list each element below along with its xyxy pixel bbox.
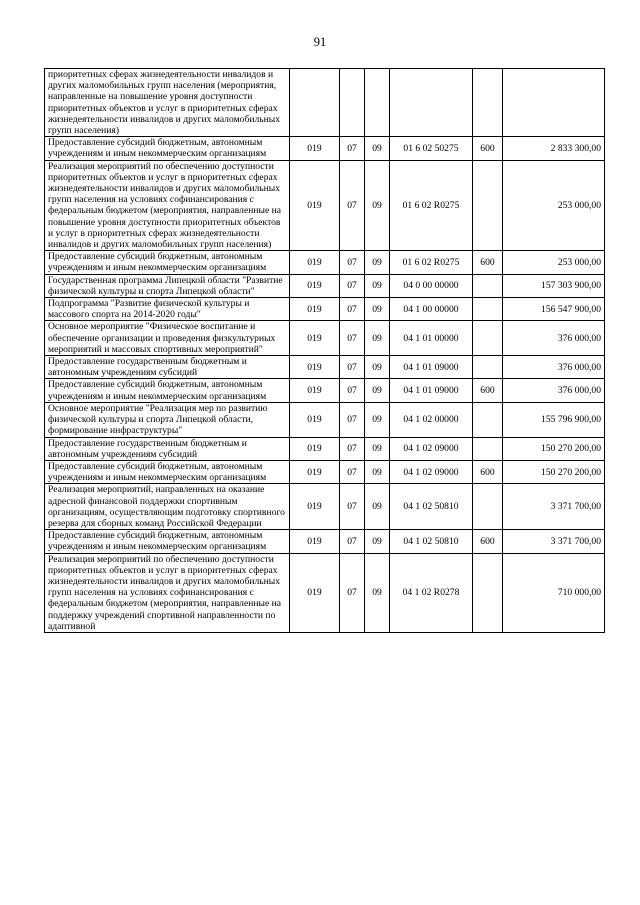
amount-cell: 155 796 900,00	[503, 402, 605, 437]
table-row	[45, 402, 605, 437]
amount-cell: 253 000,00	[503, 160, 605, 251]
subsection-code-cell: 09	[365, 530, 390, 553]
expense-type-cell	[473, 437, 503, 460]
ministry-code-cell: 019	[290, 553, 340, 632]
section-code-cell: 07	[340, 160, 365, 251]
amount-cell: 710 000,00	[503, 553, 605, 632]
ministry-code-cell: 019	[290, 274, 340, 297]
subsection-code-cell: 09	[365, 274, 390, 297]
row-name-cell: Предоставление субсидий бюджетным, автономным учреждениям и иным некоммерческим организациям	[45, 379, 290, 402]
target-article-cell: 01 6 02 R0275	[390, 160, 473, 251]
section-code-cell: 07	[340, 553, 365, 632]
section-code-cell: 07	[340, 251, 365, 274]
ministry-code-cell: 019	[290, 321, 340, 356]
expense-type-cell	[473, 298, 503, 321]
expense-type-cell: 600	[473, 379, 503, 402]
target-article-cell: 04 1 02 R0278	[390, 553, 473, 632]
row-name-cell: Реализация мероприятий, направленных на оказание адресной финансовой поддержки спортивным организациям, осуществляющим подготовку спортивного резерва для сборных команд Российской Федерации	[45, 484, 290, 530]
row-name-cell: Реализация мероприятий по обеспечению доступности приоритетных объектов и услуг в приоритетных сферах жизнедеятельности инвалидов и других маломобильных групп населения на условиях софинансирования с федеральным бюджетом (мероприятия, направленные на поддержку учреждений спортивной направленности по адаптивной	[45, 553, 290, 632]
expense-type-cell: 600	[473, 251, 503, 274]
ministry-code-cell: 019	[290, 402, 340, 437]
table-row	[45, 160, 605, 251]
row-name-cell: Предоставление субсидий бюджетным, автономным учреждениям и иным некоммерческим организациям	[45, 251, 290, 274]
row-name-cell: Предоставление субсидий бюджетным, автономным учреждениям и иным некоммерческим организациям	[45, 137, 290, 160]
section-code-cell: 07	[340, 530, 365, 553]
row-name-cell: Основное мероприятие "Реализация мер по развитию физической культуры и спорта Липецкой области, формирование инфраструктуры"	[45, 402, 290, 437]
section-code-cell: 07	[340, 274, 365, 297]
target-article-cell: 04 1 02 50810	[390, 530, 473, 553]
subsection-code-cell: 09	[365, 251, 390, 274]
section-code-cell: 07	[340, 402, 365, 437]
table-row	[45, 553, 605, 632]
amount-cell: 376 000,00	[503, 379, 605, 402]
expense-type-cell	[473, 69, 503, 137]
table-row	[45, 251, 605, 274]
page-number: 91	[313, 35, 327, 49]
ministry-code-cell: 019	[290, 298, 340, 321]
row-name-cell: Предоставление субсидий бюджетным, автономным учреждениям и иным некоммерческим организациям	[45, 530, 290, 553]
table-row	[45, 460, 605, 483]
amount-cell: 253 000,00	[503, 251, 605, 274]
subsection-code-cell: 09	[365, 137, 390, 160]
amount-cell: 157 303 900,00	[503, 274, 605, 297]
expense-type-cell	[473, 321, 503, 356]
expense-type-cell	[473, 160, 503, 251]
subsection-code-cell: 09	[365, 402, 390, 437]
table-row	[45, 69, 605, 137]
table-body	[45, 69, 605, 633]
section-code-cell: 07	[340, 137, 365, 160]
target-article-cell: 04 1 02 09000	[390, 460, 473, 483]
table-row	[45, 379, 605, 402]
section-code-cell: 07	[340, 379, 365, 402]
amount-cell: 3 371 700,00	[503, 530, 605, 553]
section-code-cell: 07	[340, 298, 365, 321]
row-name-cell: Подпрограмма "Развитие физической культуры и массового спорта на 2014-2020 годы"	[45, 298, 290, 321]
ministry-code-cell: 019	[290, 460, 340, 483]
target-article-cell: 04 1 02 09000	[390, 437, 473, 460]
expense-type-cell	[473, 402, 503, 437]
row-name-cell: Реализация мероприятий по обеспечению доступности приоритетных объектов и услуг в приоритетных сферах жизнедеятельности инвалидов и других маломобильных групп населения на условиях софинансирования с федеральным бюджетом (мероприятия, направленные на повышение уровня доступности приоритетных объектов и услуг в приоритетных сферах жизнедеятельности инвалидов и других маломобильных групп населения)	[45, 160, 290, 251]
section-code-cell: 07	[340, 437, 365, 460]
target-article-cell: 01 6 02 R0275	[390, 251, 473, 274]
expense-type-cell: 600	[473, 137, 503, 160]
table-row	[45, 437, 605, 460]
subsection-code-cell: 09	[365, 484, 390, 530]
ministry-code-cell	[290, 69, 340, 137]
row-name-cell: Предоставление государственным бюджетным и автономным учреждениям субсидий	[45, 356, 290, 379]
subsection-code-cell: 09	[365, 321, 390, 356]
subsection-code-cell: 09	[365, 379, 390, 402]
table-row	[45, 274, 605, 297]
section-code-cell: 07	[340, 356, 365, 379]
target-article-cell: 04 1 01 09000	[390, 356, 473, 379]
target-article-cell: 04 1 01 09000	[390, 379, 473, 402]
row-name-cell: Основное мероприятие "Физическое воспитание и обеспечение организации и проведения физкультурных мероприятий и массовых спортивных мероприятий"	[45, 321, 290, 356]
expense-type-cell	[473, 484, 503, 530]
section-code-cell: 07	[340, 484, 365, 530]
subsection-code-cell: 09	[365, 160, 390, 251]
amount-cell: 150 270 200,00	[503, 437, 605, 460]
section-code-cell: 07	[340, 460, 365, 483]
table-row	[45, 321, 605, 356]
target-article-cell: 01 6 02 50275	[390, 137, 473, 160]
row-name-cell: Государственная программа Липецкой области "Развитие физической культуры и спорта Липецкой области"	[45, 274, 290, 297]
subsection-code-cell: 09	[365, 460, 390, 483]
table-row	[45, 484, 605, 530]
expense-type-cell	[473, 274, 503, 297]
budget-table	[44, 68, 605, 633]
amount-cell: 376 000,00	[503, 356, 605, 379]
target-article-cell: 04 0 00 00000	[390, 274, 473, 297]
subsection-code-cell	[365, 69, 390, 137]
amount-cell	[503, 69, 605, 137]
ministry-code-cell: 019	[290, 437, 340, 460]
target-article-cell: 04 1 02 00000	[390, 402, 473, 437]
section-code-cell: 07	[340, 321, 365, 356]
row-name-cell: Предоставление субсидий бюджетным, автономным учреждениям и иным некоммерческим организациям	[45, 460, 290, 483]
ministry-code-cell: 019	[290, 137, 340, 160]
target-article-cell: 04 1 01 00000	[390, 321, 473, 356]
row-name-cell: приоритетных сферах жизнедеятельности инвалидов и других маломобильных групп населения (мероприятия, направленные на повышение уровня доступности приоритетных объектов и услуг в приоритетных сферах жизнедеятельности инвалидов и других маломобильных групп населения)	[45, 69, 290, 137]
subsection-code-cell: 09	[365, 298, 390, 321]
section-code-cell	[340, 69, 365, 137]
ministry-code-cell: 019	[290, 160, 340, 251]
amount-cell: 156 547 900,00	[503, 298, 605, 321]
subsection-code-cell: 09	[365, 437, 390, 460]
expense-type-cell: 600	[473, 530, 503, 553]
amount-cell: 150 270 200,00	[503, 460, 605, 483]
target-article-cell	[390, 69, 473, 137]
table-row	[45, 530, 605, 553]
amount-cell: 2 833 300,00	[503, 137, 605, 160]
subsection-code-cell: 09	[365, 356, 390, 379]
ministry-code-cell: 019	[290, 356, 340, 379]
target-article-cell: 04 1 02 50810	[390, 484, 473, 530]
ministry-code-cell: 019	[290, 379, 340, 402]
target-article-cell: 04 1 00 00000	[390, 298, 473, 321]
amount-cell: 376 000,00	[503, 321, 605, 356]
table-row	[45, 137, 605, 160]
amount-cell: 3 371 700,00	[503, 484, 605, 530]
subsection-code-cell: 09	[365, 553, 390, 632]
table-row	[45, 356, 605, 379]
ministry-code-cell: 019	[290, 251, 340, 274]
ministry-code-cell: 019	[290, 530, 340, 553]
expense-type-cell	[473, 356, 503, 379]
table-row	[45, 298, 605, 321]
expense-type-cell	[473, 553, 503, 632]
ministry-code-cell: 019	[290, 484, 340, 530]
expense-type-cell: 600	[473, 460, 503, 483]
row-name-cell: Предоставление государственным бюджетным и автономным учреждениям субсидий	[45, 437, 290, 460]
